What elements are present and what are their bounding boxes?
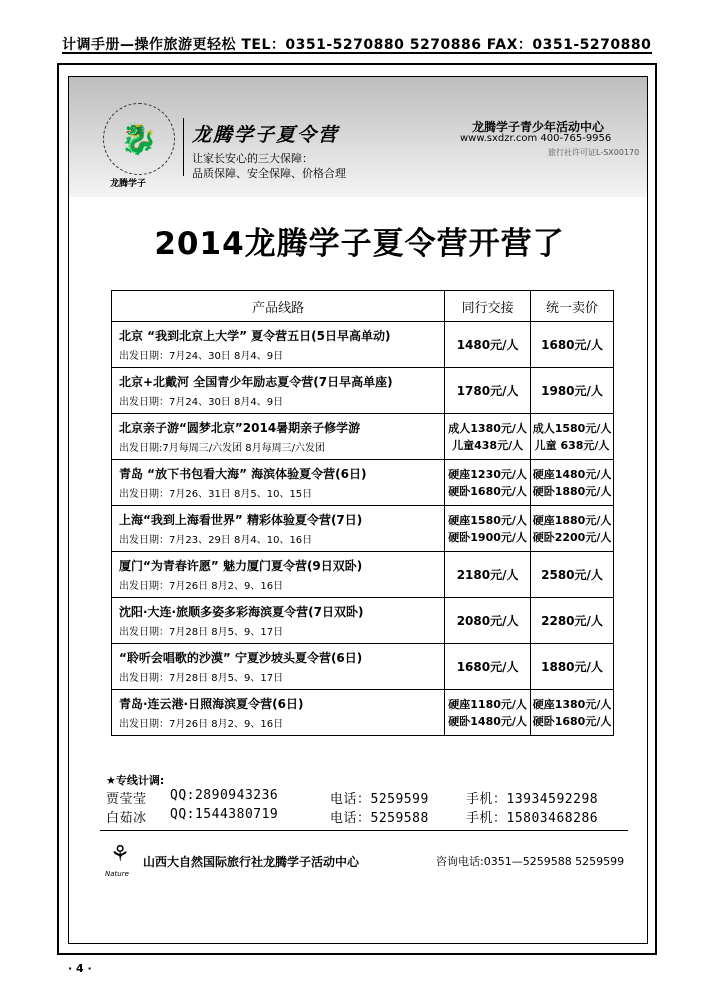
route-name: 青岛 “放下书包看大海” 海滨体验夏令营(6日) (119, 467, 367, 481)
contact-qq: QQ:2890943236 (170, 788, 279, 803)
contact-phone: 电话：5259588 (330, 811, 429, 826)
price-value: 1680元/人 (456, 660, 519, 674)
price-value: 1780元/人 (456, 384, 519, 398)
contact-qq: QQ:1544380719 (170, 807, 279, 822)
contact-mobile: 手机：15803468286 (466, 811, 599, 826)
retail-price-cell (531, 552, 614, 598)
slogan-line-2: 品质保障、安全保障、价格合理 (192, 167, 346, 180)
price-value: 2280元/人 (541, 614, 603, 628)
peer-price-cell (445, 368, 531, 414)
route-cell (112, 322, 445, 368)
footer-rule (100, 830, 628, 831)
peer-price-cell (445, 644, 531, 690)
price-line: 硬卧1900元/人 (448, 530, 527, 544)
peer-price-cell (445, 506, 531, 552)
price-line: 硬座1380元/人 (532, 697, 612, 711)
price-line: 硬座1880元/人 (532, 513, 612, 527)
route-date: 出发日期：7月26日 8月2、9、16日 (119, 581, 284, 592)
nature-logo-text: Nature (105, 870, 129, 878)
price-line: 成人1580元/人 (532, 421, 612, 435)
agency-name: 山西大自然国际旅行社龙腾学子活动中心 (143, 855, 360, 869)
table-row (112, 690, 614, 736)
route-name: 北京+北戴河 全国青少年励志夏令营(7日早高单座) (119, 375, 393, 389)
price-line: 硬卧1680元/人 (532, 714, 612, 728)
price-line: 硬卧1680元/人 (448, 484, 527, 498)
route-name: 北京 “我到北京上大学” 夏令营五日(5日早高单动) (119, 329, 391, 343)
route-cell (112, 414, 445, 460)
dragon-logo-icon: 🐉 (103, 103, 175, 175)
table-row (112, 506, 614, 552)
route-cell (112, 690, 445, 736)
route-name: 北京亲子游“圆梦北京”2014暑期亲子修学游 (119, 421, 361, 435)
route-cell (112, 598, 445, 644)
retail-price-cell (531, 368, 614, 414)
price-line: 硬卧2200元/人 (532, 530, 612, 544)
page-number: · 4 · (68, 962, 92, 975)
contact-phone: 电话：5259599 (330, 792, 429, 807)
route-date: 出发日期：7月23、29日 8月4、10、16日 (119, 535, 313, 546)
peer-price-cell (445, 322, 531, 368)
route-name: 厦门“为青春许愿” 魅力厦门夏令营(9日双卧) (119, 559, 363, 573)
route-name: “聆听会唱歌的沙漠” 宁夏沙坡头夏令营(6日) (119, 651, 363, 665)
peer-price-cell (445, 690, 531, 736)
nature-logo-icon: ⚘ (110, 842, 130, 867)
route-date: 出发日期：7月26日 8月2、9、16日 (119, 719, 284, 730)
contacts-title: ★专线计调: (106, 774, 165, 787)
route-date: 出发日期：7月28日 8月5、9、17日 (119, 673, 284, 684)
price-line: 硬卧1880元/人 (532, 484, 612, 498)
peer-price-cell (445, 414, 531, 460)
price-line: 硬座1180元/人 (448, 697, 527, 711)
price-line: 儿童438元/人 (452, 438, 524, 452)
table-row (112, 644, 614, 690)
retail-price-cell (531, 322, 614, 368)
route-cell (112, 460, 445, 506)
route-date: 出发日期：7月24、30日 8月4、9日 (119, 397, 284, 408)
header-rule (62, 52, 652, 54)
table-row (112, 552, 614, 598)
price-value: 2080元/人 (456, 614, 519, 628)
retail-price-cell (531, 690, 614, 736)
route-cell (112, 644, 445, 690)
peer-price-cell (445, 552, 531, 598)
table-row (112, 598, 614, 644)
price-value: 1480元/人 (456, 338, 519, 352)
route-date: 出发日期：7月26、31日 8月5、10、15日 (119, 489, 313, 500)
route-name: 青岛·连云港·日照海滨夏令营(6日) (119, 697, 304, 711)
route-name: 沈阳·大连·旅顺多姿多彩海滨夏令营(7日双卧) (119, 605, 364, 619)
price-value: 1680元/人 (541, 338, 603, 352)
route-date: 出发日期：7月24、30日 8月4、9日 (119, 351, 284, 362)
price-line: 硬座1580元/人 (448, 513, 527, 527)
retail-price-cell (531, 506, 614, 552)
table-header-row (112, 291, 614, 322)
camp-name: 龙腾学子夏令营 (192, 124, 340, 146)
header-route: 产品线路 (112, 291, 445, 322)
price-line: 硬座1480元/人 (532, 467, 612, 481)
retail-price-cell (531, 644, 614, 690)
center-website: www.sxdzr.com 400-765-9956 (460, 133, 612, 144)
price-line: 硬卧1480元/人 (448, 714, 527, 728)
routes-table (111, 290, 614, 736)
center-name: 龙腾学子青少年活动中心 (472, 120, 605, 134)
route-cell (112, 506, 445, 552)
retail-price-cell (531, 414, 614, 460)
contact-name: 贾莹莹 (106, 792, 147, 807)
center-license: 旅行社许可证L-SX00170 (548, 148, 640, 157)
table-row (112, 322, 614, 368)
route-date: 出发日期:7月每周三/六发团 8月每周三/六发团 (119, 443, 326, 454)
route-name: 上海“我到上海看世界” 精彩体验夏令营(7日) (119, 513, 363, 527)
slogan-line-1: 让家长安心的三大保障： (192, 152, 313, 165)
logo-subtitle: 龙腾学子 (110, 179, 147, 189)
retail-price-cell (531, 598, 614, 644)
route-cell (112, 368, 445, 414)
header-peer-price: 同行交接 (445, 291, 531, 322)
brand-divider (183, 118, 184, 176)
table-row (112, 368, 614, 414)
retail-price-cell (531, 460, 614, 506)
price-value: 2580元/人 (541, 568, 603, 582)
contact-mobile: 手机：13934592298 (466, 792, 599, 807)
consult-phone: 咨询电话:0351—5259588 5259599 (436, 855, 625, 868)
price-line: 儿童 638元/人 (534, 438, 610, 452)
route-date: 出发日期：7月28日 8月5、9、17日 (119, 627, 284, 638)
price-value: 2180元/人 (456, 568, 519, 582)
header-retail-price: 统一卖价 (531, 291, 614, 322)
main-title: 2014龙腾学子夏令营开营了 (154, 226, 565, 262)
route-cell (112, 552, 445, 598)
contact-name: 白茹冰 (106, 811, 147, 826)
peer-price-cell (445, 460, 531, 506)
page-header: 计调手册—操作旅游更轻松 TEL：0351-5270880 5270886 FAX：0351-5270880 (62, 37, 652, 53)
price-value: 1980元/人 (541, 384, 603, 398)
price-line: 硬座1230元/人 (448, 467, 527, 481)
price-line: 成人1380元/人 (448, 421, 527, 435)
table-row (112, 460, 614, 506)
price-value: 1880元/人 (541, 660, 603, 674)
table-row (112, 414, 614, 460)
peer-price-cell (445, 598, 531, 644)
